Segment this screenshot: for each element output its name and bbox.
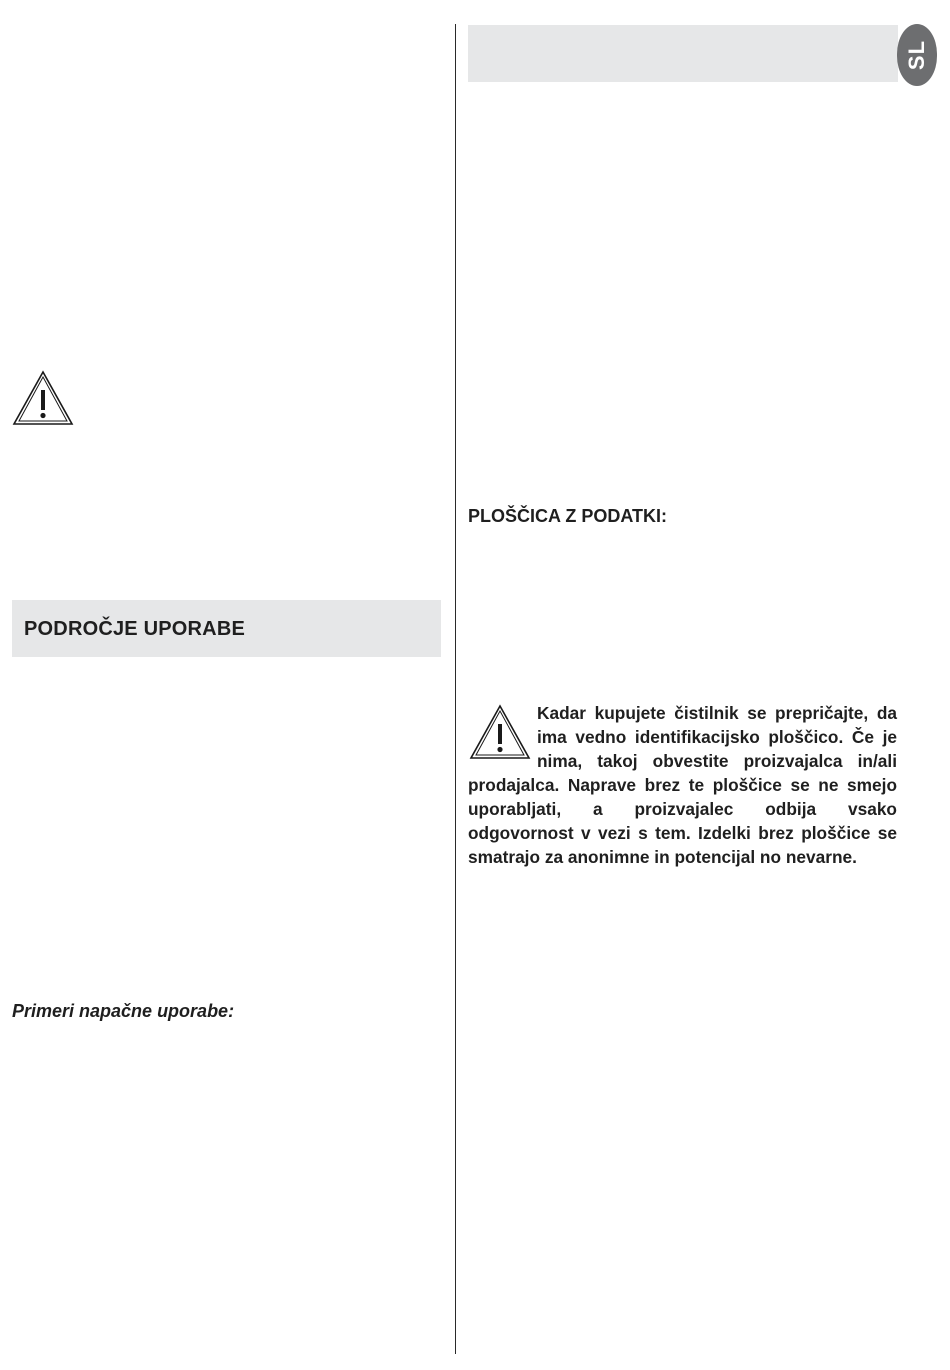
section-title: PODROČJE UPORABE	[24, 618, 246, 640]
data-plate-heading: PLOŠČICA Z PODATKI:	[468, 506, 667, 526]
language-tab-label: SL	[904, 39, 929, 71]
section-band-left	[12, 600, 441, 657]
language-tab	[897, 24, 937, 86]
data-plate-warning-text: Kadar kupujete čistilnik se prepričajte, da ima vedno identifikacijsko ploščico. Če je nima, takoj obvestite proizvajalca in/ali prodajalca. Naprave brez te ploščice se ne smejo uporabljati, a proizvajalec odbija vsako odgovornost v vezi s tem. Izdelki brez ploščice se smatrajo za anonimne in potencijal no nevarne.	[468, 703, 897, 867]
data-plate-warning	[468, 701, 897, 869]
column-divider	[455, 24, 456, 1354]
misuse-heading: Primeri napačne uporabe:	[12, 1001, 235, 1021]
warning-triangle-icon	[12, 370, 74, 431]
header-band-right	[468, 25, 898, 82]
